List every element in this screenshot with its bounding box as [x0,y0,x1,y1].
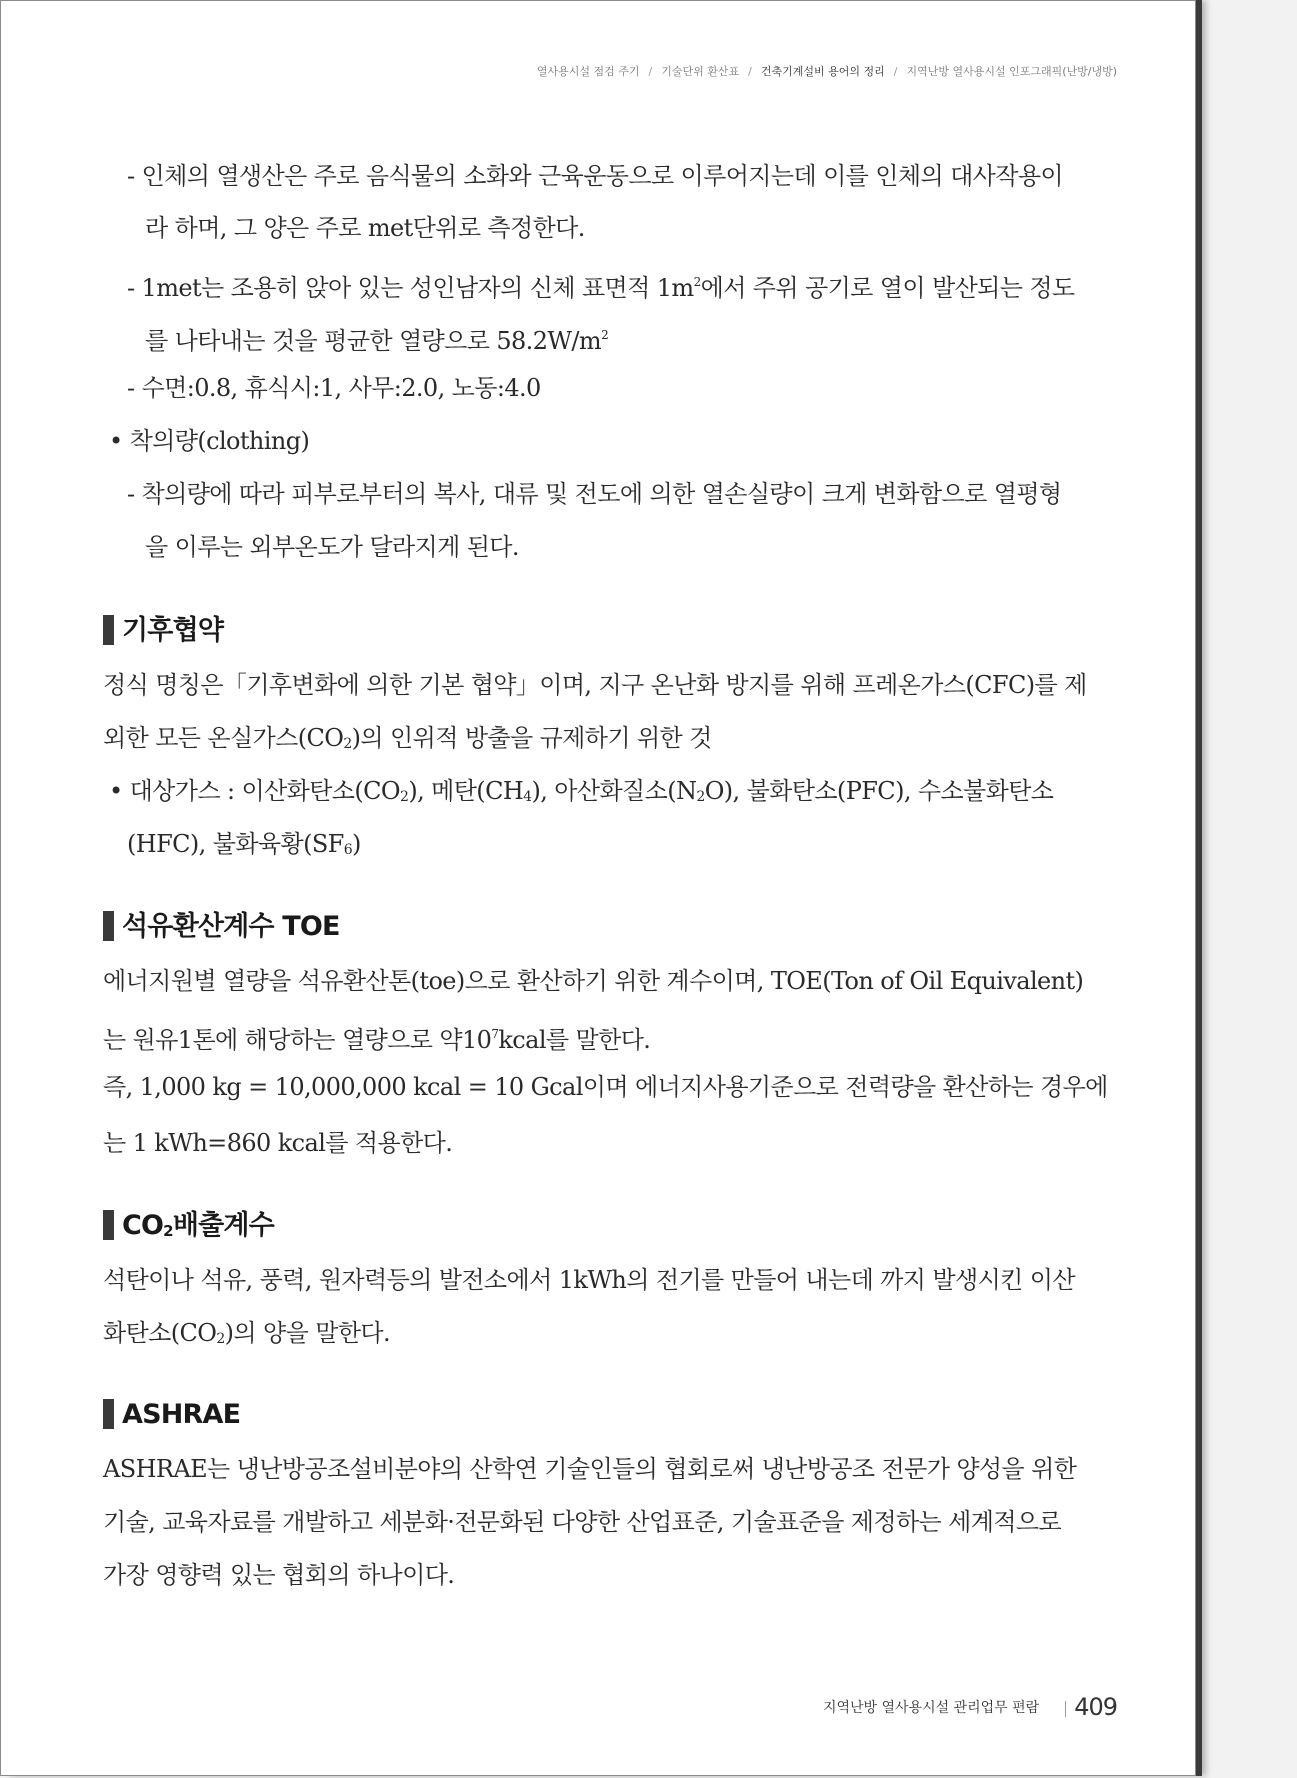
met-line-2: 라 하며, 그 양은 주로 met단위로 측정한다. [145,214,585,242]
co2-line-2: 화탄소$(CO_2)$의 양을 말한다. [103,1319,391,1347]
breadcrumb-separator: / [748,65,752,78]
breadcrumb [537,63,1117,79]
toe-line-4: 는 1 kWh=860 kcal를 적용한다. [103,1129,453,1157]
breadcrumb-item-terms: 건축기계설비 용어의 정리 [760,65,885,78]
toe-line-3: 즉, 1,000 kg = 10,000,000 kcal = 10 Gcal이며 에너지사용기준으로 전력량을 환산하는 경우에 [103,1073,1108,1101]
climate-line-1: 정식 명칭은「기후변화에 의한 기본 협약」이며, 지구 온난화 방지를 위해 프레온가스(CFC)를 제 [103,671,1087,699]
toe-line-1: 에너지원별 열량을 석유환산톤(toe)으로 환산하기 위한 계수이며, TOE(Ton of Oil Equivalent) [103,967,1084,995]
heading-ashrae: ASHRAE [103,1398,240,1432]
toe-line-2: 는 원유1톤에 해당하는 열량으로 약$10^7kcal$를 말한다. [103,1026,651,1054]
clothing-line-1: - 착의량에 따라 피부로부터의 복사, 대류 및 전도에 의한 열손실량이 크게 변화함으로 열평형 [127,480,1062,508]
footer-divider [1065,1701,1066,1717]
met-line-3: - 1met는 조용히 앉아 있는 성인남자의 신체 표면적 $1m^2$에서 주위 공기로 열이 발산되는 정도 [127,274,1075,302]
met-line-1: - 인체의 열생산은 주로 음식물의 소화와 근육운동으로 이루어지는데 이를 인체의 대사작용이 [127,162,1063,190]
heading-toe: 석유환산계수 TOE [103,910,340,944]
climate-gases-line-2: (HFC), 불화육황$(SF_6)$ [127,830,361,858]
ashrae-line-2: 기술, 교육자료를 개발하고 세분화·전문화된 다양한 산업표준, 기술표준을 제정하는 세계적으로 [103,1508,1062,1536]
heading-bar [103,1399,114,1429]
breadcrumb-separator: / [648,65,653,78]
footer-book-title: 지역난방 열사용시설 관리업무 편람 [822,1700,1040,1716]
climate-gases-line-1: • 대상가스 : 이산화탄소$(CO_2)$, 메탄$(CH_4)$, 아산화질소$(N_2O)$, 불화탄소(PFC), 수소불화탄소 [109,777,1054,805]
ashrae-line-3: 가장 영향력 있는 협회의 하나이다. [103,1561,455,1589]
heading-bar [103,1210,114,1240]
page-footer [823,1693,1117,1721]
climate-line-2: 외한 모든 온실가스$(CO_2)$의 인위적 방출을 규제하기 위한 것 [103,724,712,752]
ashrae-line-1: ASHRAE는 냉난방공조설비분야의 산학연 기술인들의 협회로써 냉난방공조 전문가 양성을 위한 [103,1455,1077,1483]
heading-bar [103,615,114,645]
met-line-5: - 수면:0.8, 휴식시:1, 사무:2.0, 노동:4.0 [127,374,541,402]
heading-climate: 기후협약 [103,614,223,648]
heading-bar [103,911,114,941]
breadcrumb-item-infographic: 지역난방 열사용시설 인포그래픽(난방/냉방) [906,65,1117,78]
breadcrumb-separator: / [893,65,898,78]
clothing-bullet: • 착의량(clothing) [109,427,310,455]
clothing-line-2: 을 이루는 외부온도가 달라지게 된다. [145,533,519,561]
breadcrumb-item-unit-conversion: 기술단위 환산표 [661,65,740,78]
page-number: 409 [1074,1693,1117,1721]
breadcrumb-item-inspection-cycle: 열사용시설 점검 주기 [536,65,640,78]
co2-line-1: 석탄이나 석유, 풍력, 원자력등의 발전소에서 1kWh의 전기를 만들어 내는데 까지 발생시킨 이산 [103,1266,1075,1294]
met-line-4: 를 나타내는 것을 평균한 열량으로 $58.2W/m^2$ [145,327,609,355]
heading-co2: $CO_2$배출계수 [103,1209,274,1248]
